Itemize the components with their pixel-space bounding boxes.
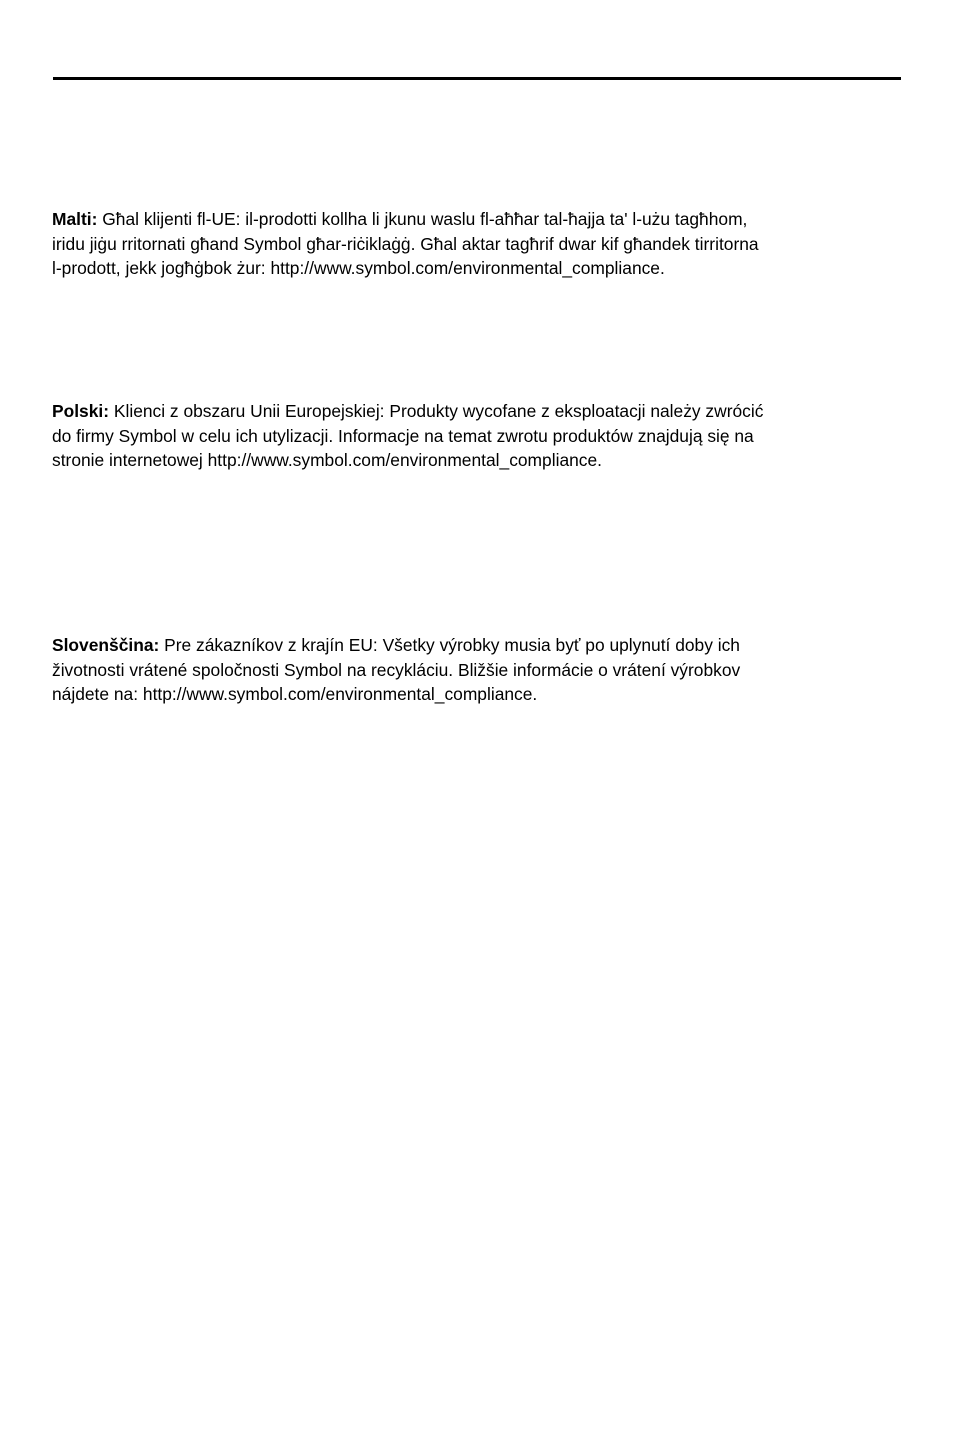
language-label: Malti: [52, 209, 98, 229]
paragraph-text: Għal klijenti fl-UE: il-prodotti kollha li jkunu waslu fl-aħħar tal-ħajja ta' l-użu tagħhom, [102, 209, 748, 229]
language-label: Polski: [52, 401, 110, 421]
section-slovak [52, 633, 912, 707]
paragraph-line [52, 399, 912, 424]
paragraph-line: stronie internetowej http://www.symbol.com/environmental_compliance. [52, 450, 602, 470]
section-maltese [52, 207, 912, 281]
paragraph-line [52, 633, 912, 658]
paragraph-line: l-prodott, jekk jogħġbok żur: http://www.symbol.com/environmental_compliance. [52, 258, 665, 278]
language-label: Slovenščina: [52, 635, 160, 655]
paragraph-text: Klienci z obszaru Unii Europejskiej: Produkty wycofane z eksploatacji należy zwrócić [113, 401, 764, 421]
paragraph-line: iridu jiġu rritornati għand Symbol għar-riċiklaġġ. Għal aktar tagħrif dwar kif għandek tirritorna [52, 233, 759, 254]
paragraph-line: do firmy Symbol w celu ich utylizacji. Informacje na temat zwrotu produktów znajdują się na [52, 425, 754, 446]
header-rule [53, 77, 901, 80]
paragraph-line: životnosti vrátené spoločnosti Symbol na recykláciu. Bližšie informácie o vrátení výrobkov [52, 659, 741, 680]
paragraph-line [52, 207, 912, 232]
section-polish [52, 399, 912, 473]
paragraph-text: Pre zákazníkov z krajín EU: Všetky výrobky musia byť po uplynutí doby ich [164, 635, 740, 655]
paragraph-line: nájdete na: http://www.symbol.com/environmental_compliance. [52, 684, 538, 704]
